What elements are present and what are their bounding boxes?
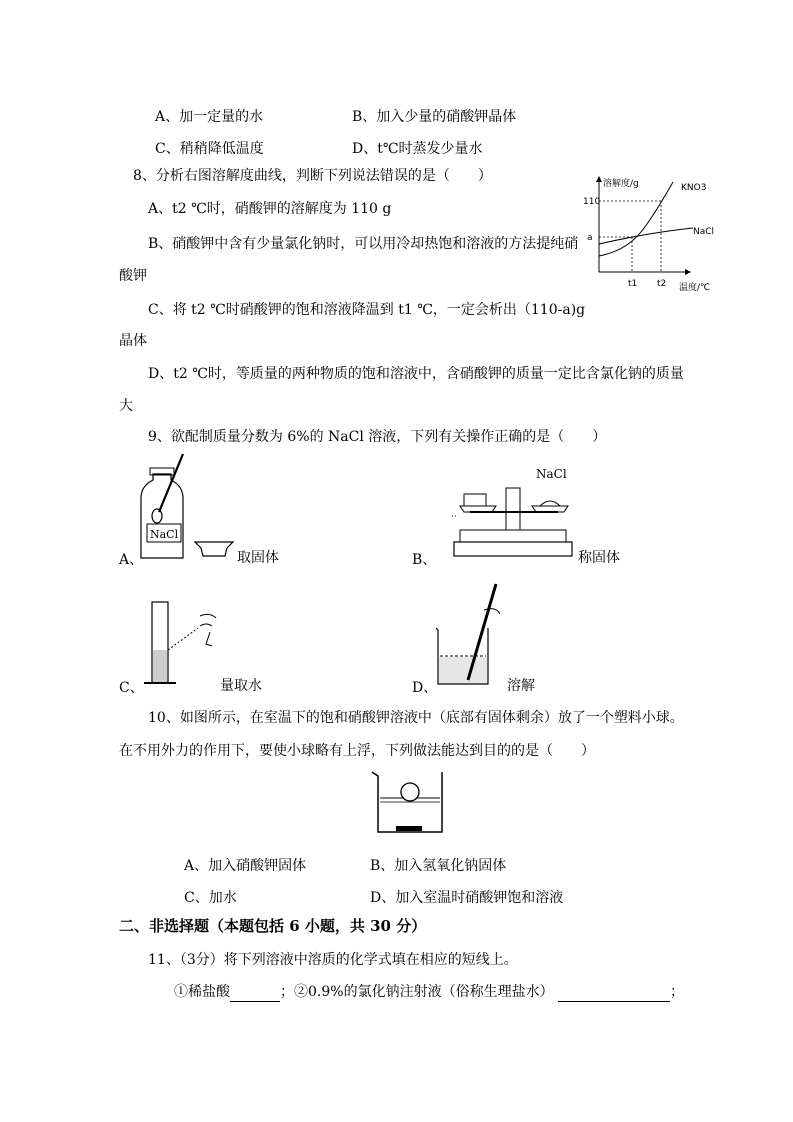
y-tick-a: a — [587, 233, 593, 243]
beaker-liquid — [439, 657, 487, 683]
q9-option-d-letter: D、 — [412, 680, 438, 696]
q11-part2: ；②0.9%的氯化钠注射液（俗称生理盐水） — [280, 984, 554, 1000]
spoon-handle — [159, 454, 183, 512]
balance-base — [454, 542, 572, 556]
eye-icon — [200, 614, 216, 646]
q9-a-bottle-figure — [135, 450, 235, 565]
weighing-paper-left — [464, 494, 486, 506]
kno3-curve — [599, 182, 673, 256]
q11-answer-line — [174, 982, 684, 1002]
nacl-pile — [540, 501, 560, 506]
q8-option-c-line1: C、将 t2 ℃时硝酸钾的饱和溶液降温到 t1 ℃，一定会析出（110-a)g — [148, 302, 586, 318]
q9-option-a-caption: 取固体 — [237, 550, 279, 566]
undissolved-solid — [396, 826, 422, 831]
spoon-bowl — [152, 509, 162, 523]
q9-d-beaker-figure — [432, 580, 512, 690]
q9-stem: 9、欲配制质量分数为 6%的 NaCl 溶液，下列有关操作正确的是（ ） — [148, 429, 607, 445]
sight-line — [168, 628, 198, 650]
q11-part1: ①稀盐酸 — [174, 984, 230, 1000]
bottle-label-text: NaCl — [150, 528, 179, 541]
q9-option-a-letter: A、 — [119, 552, 144, 568]
q10-option-c: C、加水 — [184, 890, 237, 906]
q9-option-c-caption: 量取水 — [220, 678, 262, 694]
plastic-ball — [401, 783, 419, 801]
q11-blank-2[interactable] — [558, 987, 670, 1002]
q11-end: ； — [670, 984, 685, 1000]
solubility-curve-figure — [575, 172, 725, 297]
q10-stem-line1: 10、如图所示，在室温下的饱和硝酸钾溶液中（底部有固体剩余）放了一个塑料小球。 — [148, 710, 684, 726]
balance-nacl-label: NaCl — [536, 467, 567, 481]
cylinder-water — [153, 650, 167, 682]
q8-option-c-line2: 晶体 — [119, 333, 147, 349]
q9-option-c-letter: C、 — [119, 680, 144, 696]
q8-stem: 8、分析右图溶解度曲线，判断下列说法错误的是（ ） — [133, 168, 492, 184]
q9-option-b-letter: B、 — [412, 552, 437, 568]
watch-dish — [195, 542, 233, 556]
y-axis-label: 溶解度/g — [603, 179, 639, 189]
x-axis-arrow — [685, 269, 691, 275]
y-axis-arrow — [596, 176, 602, 182]
q10-stem-line2: 在不用外力的作用下，要使小球略有上浮，下列做法能达到目的的是（ ） — [119, 743, 595, 759]
x-axis-label: 温度/℃ — [679, 283, 711, 293]
q8-option-d-line2: 大 — [119, 398, 133, 414]
nacl-label: NaCl — [693, 227, 715, 237]
q9-b-balance-figure — [440, 466, 590, 566]
q11-stem: 11、（3分）将下列溶液中溶质的化学式填在相应的短线上。 — [148, 952, 518, 968]
q11-blank-1[interactable] — [230, 987, 280, 1002]
q8-option-d-line1: D、t2 ℃时，等质量的两种物质的饱和溶液中，含硝酸钾的质量一定比含氯化钠的质量 — [148, 366, 684, 382]
nacl-curve — [599, 228, 693, 244]
q9-option-b-caption: 称固体 — [578, 550, 620, 566]
balance-body — [460, 530, 566, 542]
x-tick-t2: t2 — [657, 279, 667, 289]
x-tick-t1: t1 — [628, 279, 638, 289]
q8-option-b-line2: 酸钾 — [119, 268, 147, 284]
q10-option-d: D、加入室温时硝酸钾饱和溶液 — [370, 890, 564, 906]
balance-pillar — [506, 488, 520, 530]
q8-option-a: A、t2 ℃时，硝酸钾的溶解度为 110 g — [148, 201, 392, 217]
section-2-title: 二、非选择题（本题包括 6 小题，共 30 分） — [119, 917, 427, 935]
q7-option-a: A、加一定量的水 — [155, 109, 264, 125]
q8-option-b-line1: B、硝酸钾中含有少量氯化钠时，可以用冷却热饱和溶液的方法提纯硝 — [148, 236, 579, 252]
y-tick-110: 110 — [583, 197, 601, 207]
q7-option-d: D、t℃时蒸发少量水 — [352, 141, 483, 157]
q9-option-d-caption: 溶解 — [507, 678, 535, 694]
kno3-label: KNO3 — [681, 183, 707, 193]
q7-option-c: C、稍稍降低温度 — [155, 141, 264, 157]
q7-option-b: B、加入少量的硝酸钾晶体 — [352, 109, 517, 125]
q10-beaker-figure — [370, 768, 450, 838]
q10-option-b: B、加入氢氧化钠固体 — [370, 858, 507, 874]
q9-c-cylinder-figure — [140, 596, 230, 691]
q10-option-a: A、加入硝酸钾固体 — [184, 858, 307, 874]
